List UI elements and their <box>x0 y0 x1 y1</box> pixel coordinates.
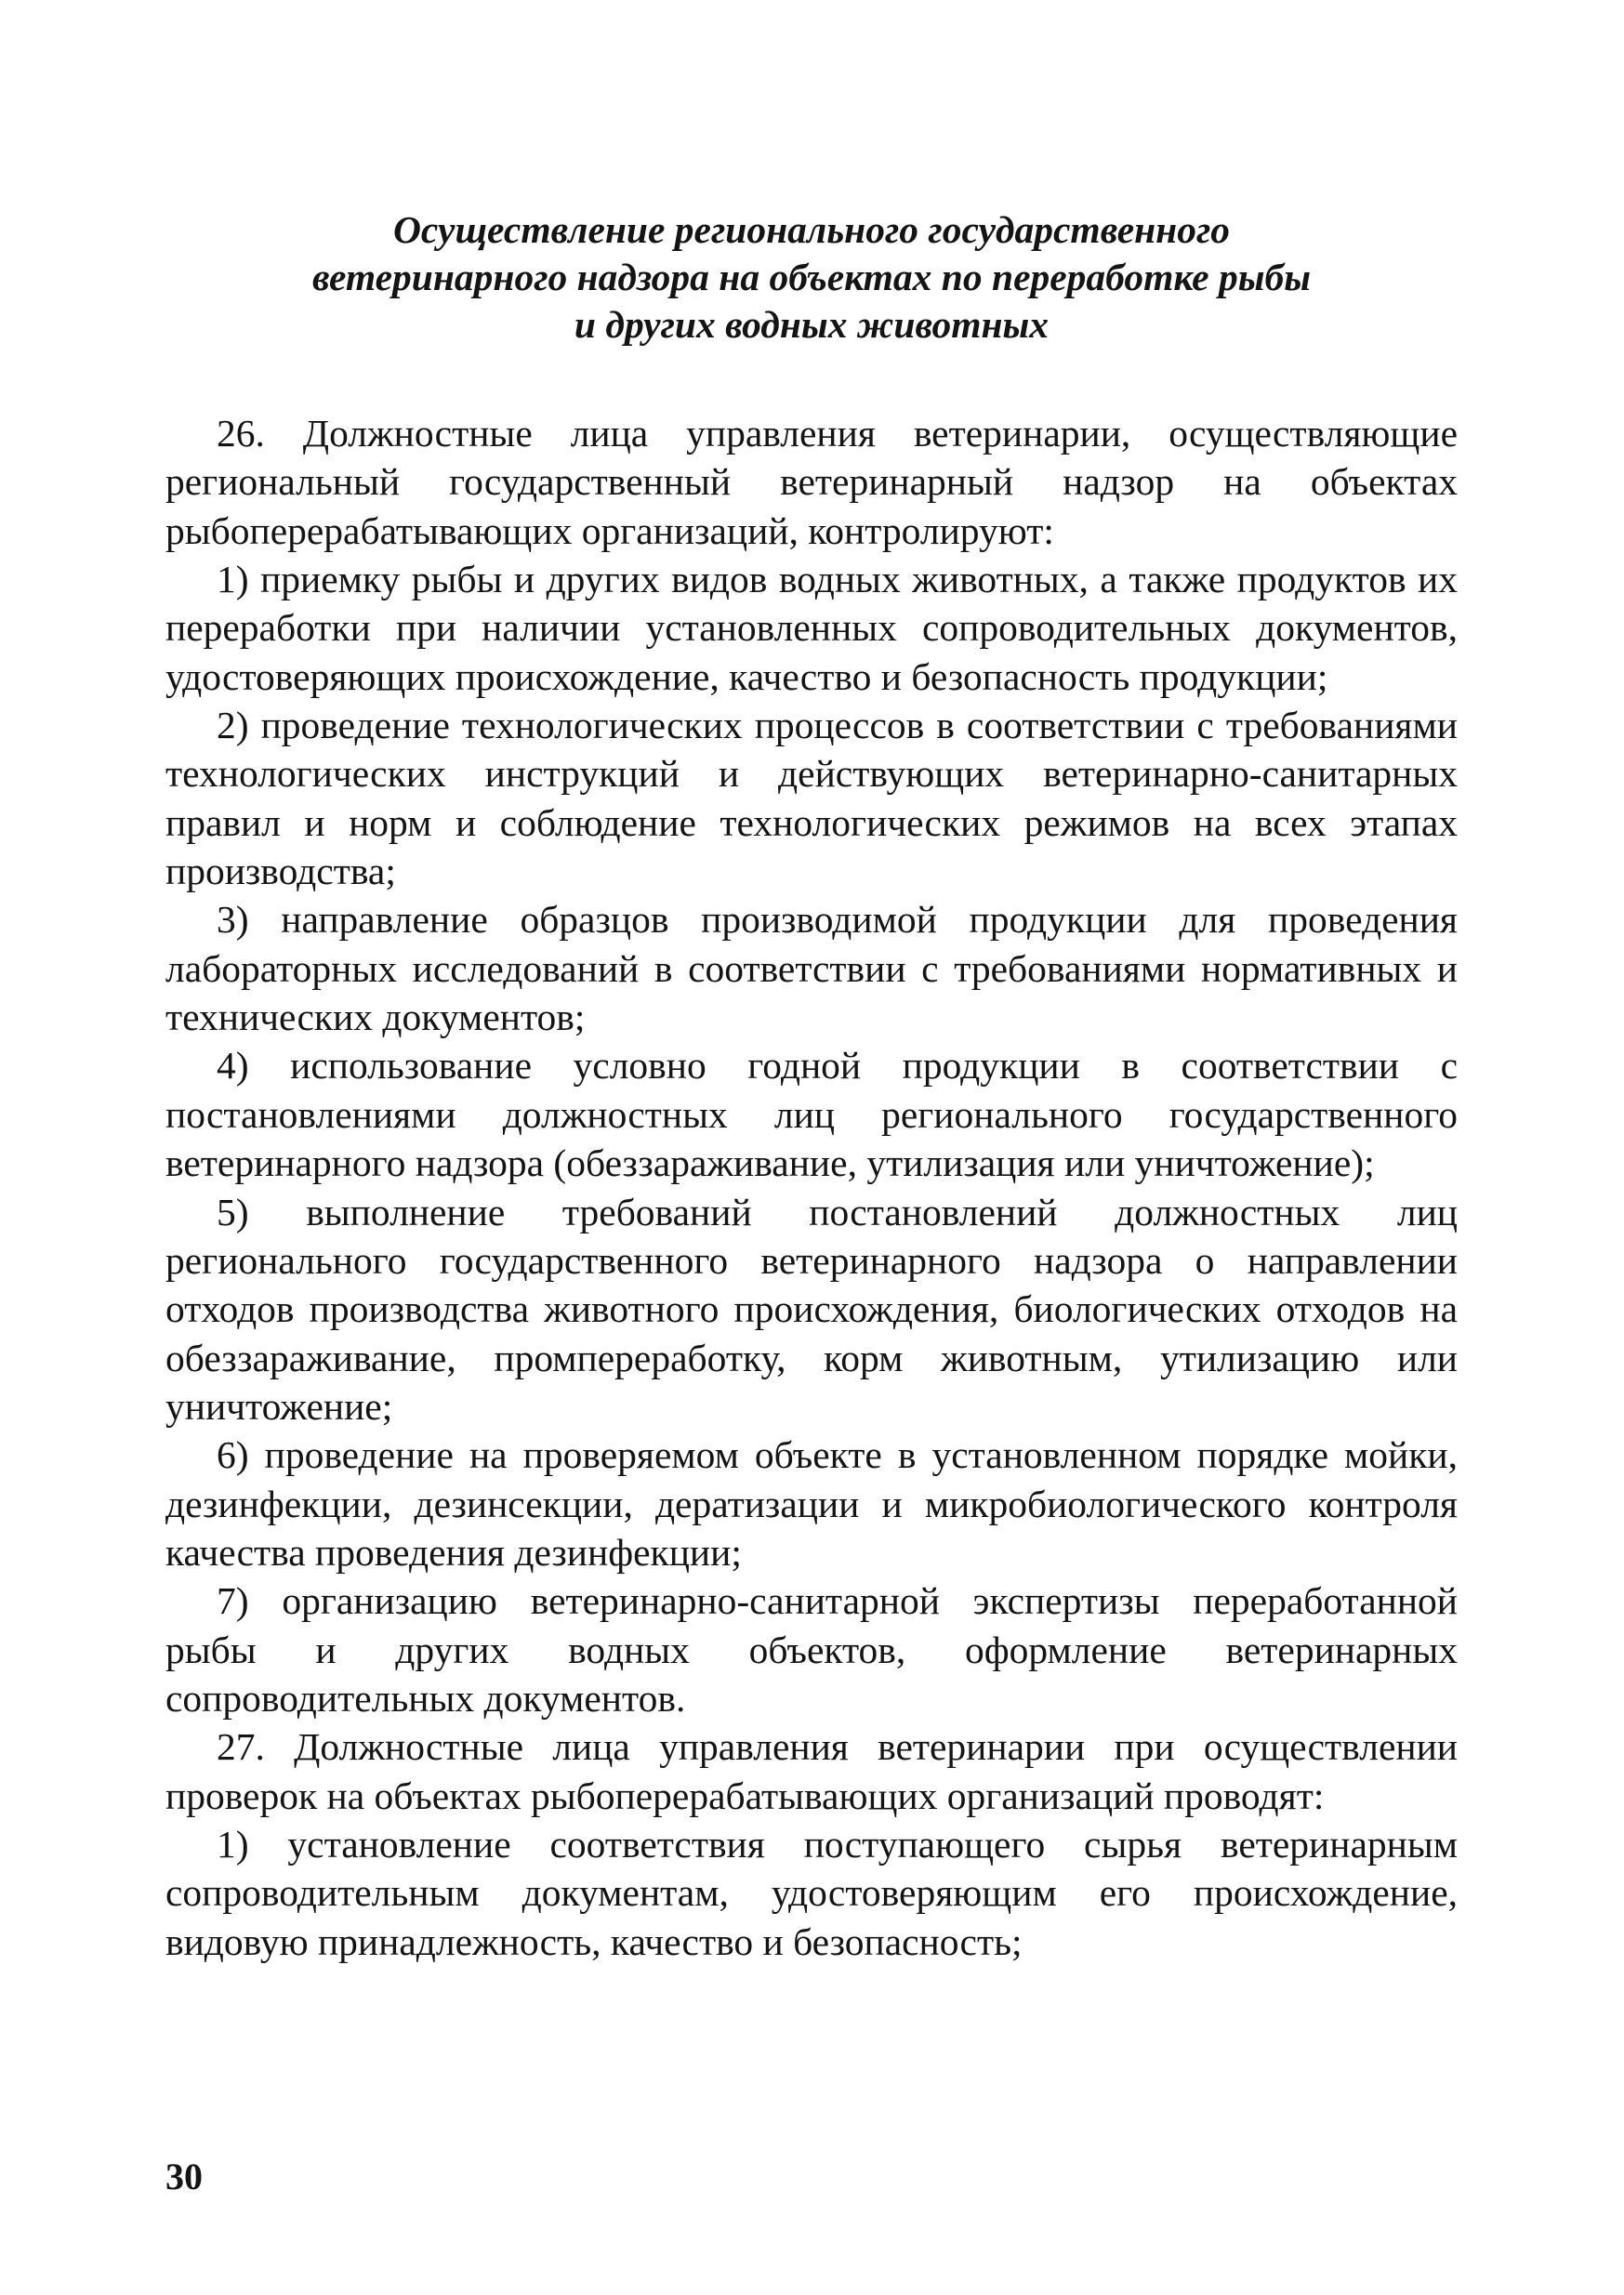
section-heading-line-2: ветеринарного надзора на объектах по переработке рыбы <box>311 256 1312 298</box>
paragraph-26-subitem-6: 6) проведение на проверяемом объекте в установленном порядке мойки, дезинфекции, дезинсекции, дератизации и микробиологического контроля качества проведения дезинфекции; <box>165 1433 1458 1574</box>
paragraph-26-subitem-4: 4) использование условно годной продукции в соответствии с постановлениями должностных лиц регионального государственного ветеринарного надзора (обеззараживание, утилизация или уничтожение); <box>165 1044 1458 1185</box>
paragraph-26-subitem-5: 5) выполнение требований постановлений должностных лиц регионального государственного ветеринарного надзора о направлении отходов производства животного происхождения, биологических отходов на обеззараживание, промпереработку, корм животным, утилизацию или уничтожение; <box>165 1190 1458 1428</box>
paragraph-26-subitem-2: 2) проведение технологических процессов в соответствии с требованиями технологических инструкций и действующих ветеринарно-санитарных правил и норм и соблюдение технологических режимов на всех этапах производства; <box>165 704 1458 893</box>
page-number: 30 <box>165 2156 203 2197</box>
paragraph-27-subitem-1: 1) установление соответствия поступающего сырья ветеринарным сопроводительным документам, удостоверяющим его происхождение, видовую принадлежность, качество и безопасность; <box>165 1822 1458 1963</box>
paragraph-26-subitem-3: 3) направление образцов производимой продукции для проведения лабораторных исследований в соответствии с требованиями нормативных и технических документов; <box>165 898 1458 1039</box>
section-heading-line-1: Осуществление регионального государственного <box>392 208 1231 251</box>
paragraph-26-subitem-1: 1) приемку рыбы и других видов водных животных, а также продуктов их переработки при наличии установленных сопроводительных документов, удостоверяющих происхождение, качество и безопасность продукции; <box>165 558 1458 698</box>
section-heading-line-3: и других водных животных <box>574 303 1050 346</box>
paragraph-item-26: 26. Должностные лица управления ветеринарии, осуществляющие региональный государственный ветеринарный надзор на объектах рыбоперерабатывающих организаций, контролируют: <box>165 412 1458 552</box>
section-heading <box>165 206 1458 349</box>
paragraph-26-subitem-7: 7) организацию ветеринарно-санитарной экспертизы переработанной рыбы и других водных объектов, оформление ветеринарных сопроводительных документов. <box>165 1579 1458 1720</box>
paragraph-item-27: 27. Должностные лица управления ветеринарии при осуществлении проверок на объектах рыбоперерабатывающих организаций проводят: <box>165 1725 1458 1817</box>
body-text <box>165 409 1458 1966</box>
